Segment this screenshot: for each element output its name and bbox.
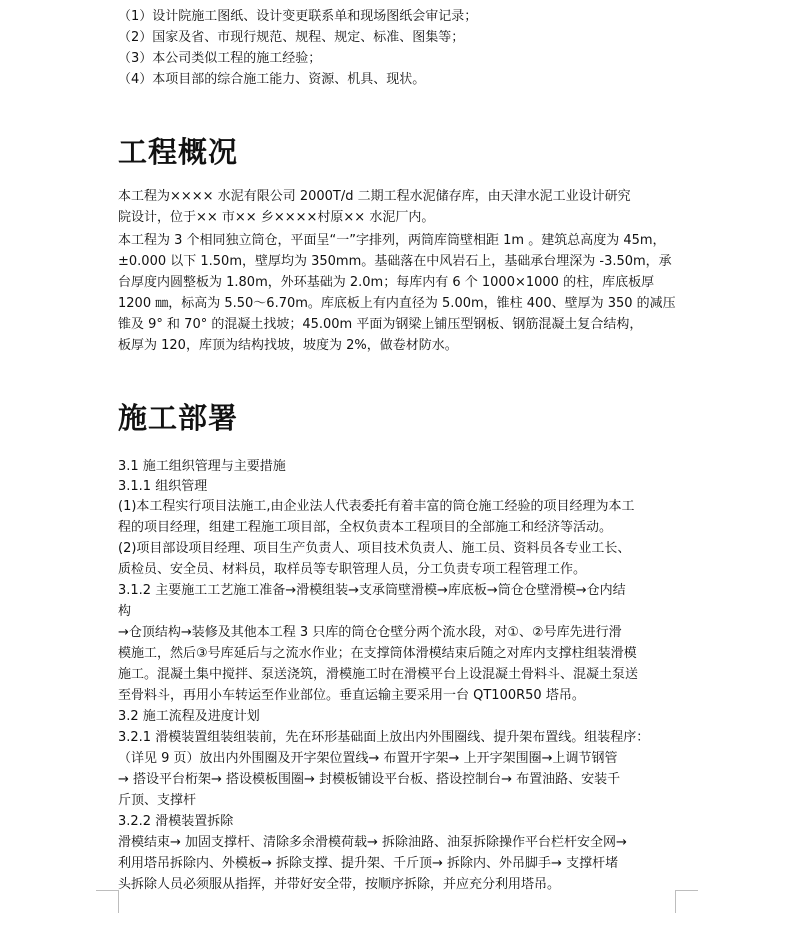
- paragraph-line: （详见 9 页）放出内外围圈及开字架位置线→ 布置开字架→ 上开字架围圈→上调节钢管: [118, 751, 618, 766]
- paragraph-line: 滑模结束→ 加固支撑杆、清除多余滑模荷载→ 拆除油路、油泵拆除操作平台栏杆安全网→: [118, 835, 627, 850]
- subheading: 3.2.2 滑模装置拆除: [118, 814, 234, 829]
- paragraph-line: ±0.000 以下 1.50m，壁厚均为 350mm。基础落在中风岩石上，基础承台埋深为 -3.50m，承: [118, 254, 672, 269]
- paragraph-line: 台厚度内圆整板为 1.80m，外环基础为 2.0m；每库内有 6 个 1000×1000 的柱，库底板厚: [118, 275, 655, 290]
- paragraph-line: 板厚为 120，库顶为结构找坡，坡度为 2%，做卷材防水。: [118, 338, 458, 353]
- paragraph-line: 本工程为×××× 水泥有限公司 2000T/d 二期工程水泥储存库，由天津水泥工业设计研究: [118, 189, 631, 204]
- paragraph-line: 3.1.2 主要施工工艺施工准备→滑模组装→支承筒壁滑模→库底板→筒仓仓壁滑模→仓内结: [118, 583, 626, 598]
- list-item: （3）本公司类似工程的施工经验；: [118, 51, 322, 66]
- paragraph-line: 1200 ㎜，标高为 5.50～6.70m。库底板上有内直径为 5.00m，锥柱 400、壁厚为 350 的减压: [118, 296, 676, 311]
- paragraph-line: 至骨料斗，再用小车转运至作业部位。垂直运输主要采用一台 QT100R50 塔吊。: [118, 688, 585, 703]
- section-heading: 施工部署: [118, 401, 239, 435]
- section-heading: 工程概况: [118, 135, 239, 169]
- paragraph-line: 斤顶、支撑杆: [118, 793, 197, 808]
- paragraph-line: 院设计，位于×× 市×× 乡××××村原×× 水泥厂内。: [118, 210, 435, 225]
- subheading: 3.1.1 组织管理: [118, 479, 208, 494]
- subheading: 3.1 施工组织管理与主要措施: [118, 459, 286, 474]
- paragraph-line: 施工。混凝土集中搅拌、泵送浇筑，滑模施工时在滑模平台上设混凝土骨料斗、混凝土泵送: [118, 667, 639, 682]
- paragraph-line: 模施工，然后③号库延后与之流水作业；在支撑筒体滑模结束后随之对库内支撑柱组装滑模: [118, 646, 637, 661]
- paragraph-line: 程的项目经理，组建工程施工项目部，全权负责本工程项目的全部施工和经济等活动。: [118, 520, 613, 535]
- paragraph-line: →仓顶结构→装修及其他本工程 3 只库的筒仓仓壁分两个流水段，对①、②号库先进行滑: [118, 625, 622, 640]
- paragraph-line: 本工程为 3 个相同独立筒仓，平面呈“一”字排列，两筒库筒壁相距 1m 。建筑总高度为 45m，: [118, 233, 666, 248]
- paragraph-line: → 搭设平台桁架→ 搭设模板围圈→ 封模板铺设平台板、搭设控制台→ 布置油路、安装千: [118, 772, 621, 787]
- paragraph-line: 3.2.1 滑模装置组装组装前，先在环形基础面上放出内外围圈线、提升架布置线。组装程序：: [118, 730, 650, 745]
- list-item: （1）设计院施工图纸、设计变更联系单和现场图纸会审记录；: [118, 9, 478, 24]
- paragraph-line: (1)本工程实行项目法施工,由企业法人代表委托有着丰富的筒仓施工经验的项目经理为本工: [118, 499, 635, 514]
- paragraph-line: 锥及 9° 和 70° 的混凝土找坡；45.00m 平面为钢梁上铺压型钢板、钢筋混凝土复合结构，: [118, 317, 643, 332]
- paragraph-line: 质检员、安全员、材料员，取样员等专职管理人员，分工负责专项工程管理工作。: [118, 562, 587, 577]
- paragraph-line: (2)项目部设项目经理、项目生产负责人、项目技术负责人、施工员、资料员各专业工长、: [118, 541, 631, 556]
- subheading: 3.2 施工流程及进度计划: [118, 709, 260, 724]
- list-item: （4）本项目部的综合施工能力、资源、机具、现状。: [118, 72, 426, 87]
- paragraph-line: 构: [118, 604, 132, 619]
- paragraph-line: 头拆除人员必须服从指挥，并带好安全带，按顺序拆除，并应充分利用塔吊。: [118, 877, 561, 892]
- paragraph-line: 利用塔吊拆除内、外模板→ 拆除支撑、提升架、千斤顶→ 拆除内、外吊脚手→ 支撑杆堵: [118, 856, 619, 871]
- list-item: （2）国家及省、市现行规范、规程、规定、标准、图集等；: [118, 30, 465, 45]
- crop-mark-bottom-left: [96, 890, 119, 913]
- crop-mark-bottom-right: [675, 890, 698, 913]
